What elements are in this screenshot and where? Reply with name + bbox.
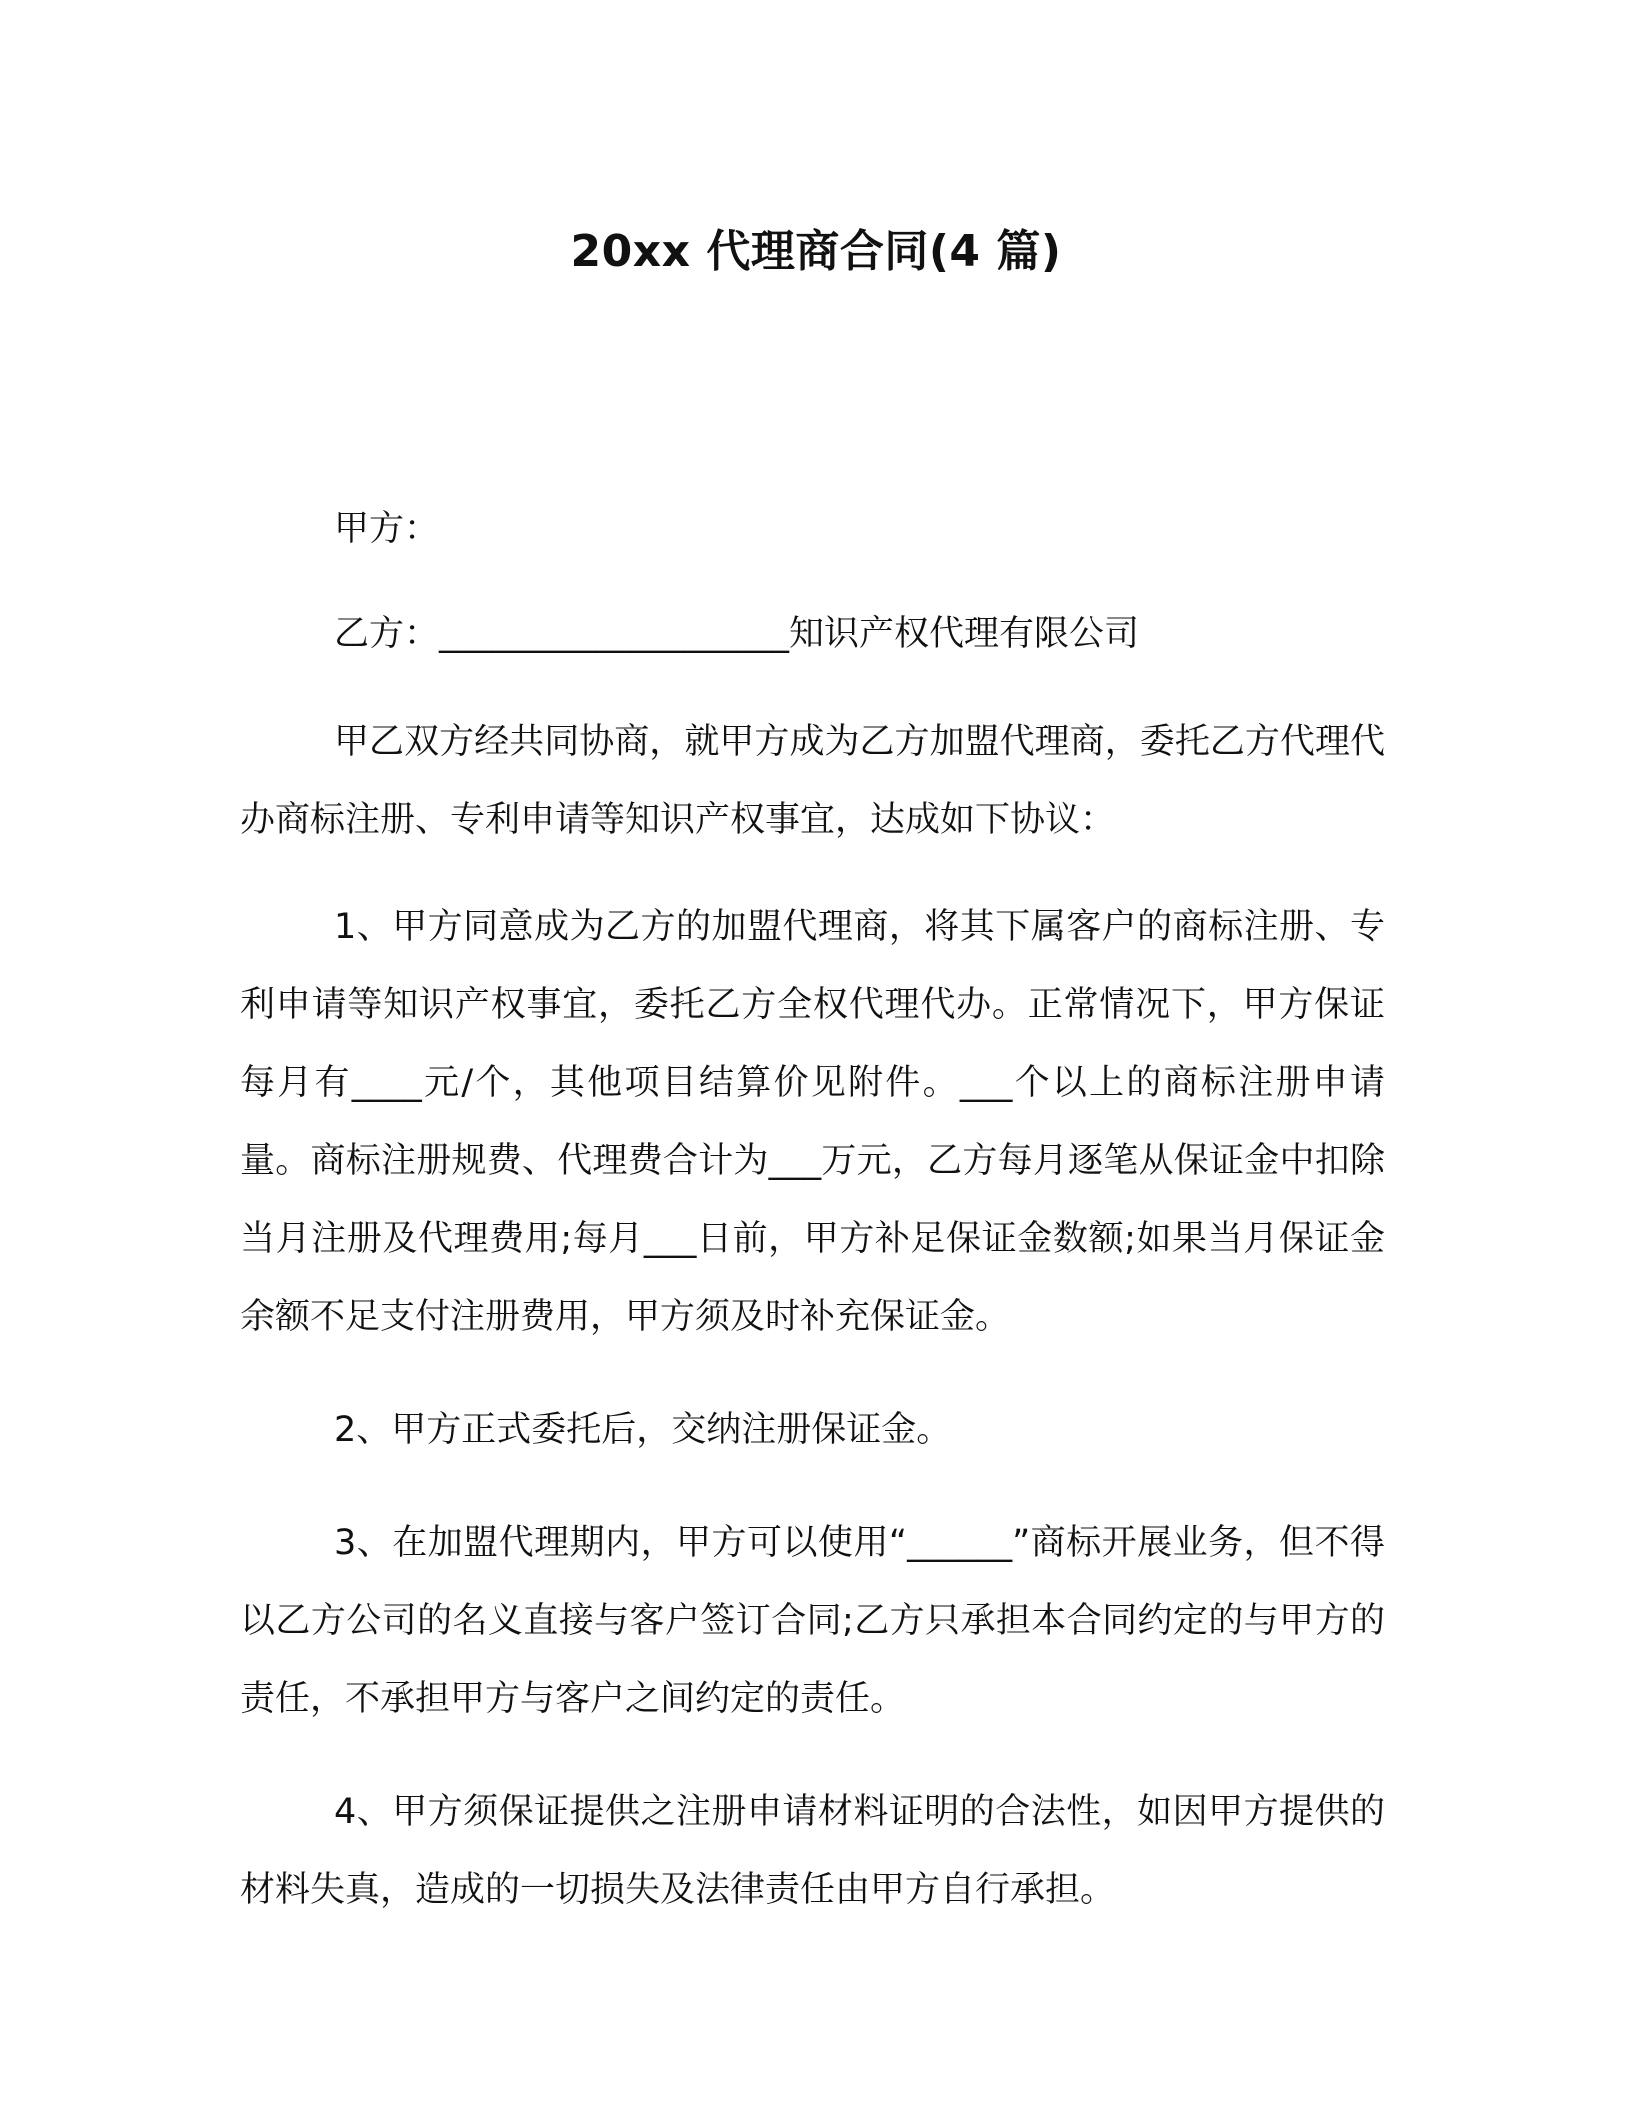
- party-a-line: 甲方：: [334, 509, 440, 549]
- clause-3-paragraph: 3、在加盟代理期内，甲方可以使用“______”商标开展业务，但不得以乙方公司的名义直接与客户签订合同;乙方只承担本合同约定的与甲方的责任，不承担甲方与客户之间约定的责任。: [240, 1523, 1385, 1719]
- document-body: [240, 490, 1385, 1959]
- clause-4-paragraph: 4、甲方须保证提供之注册申请材料证明的合法性，如因甲方提供的材料失真，造成的一切损失及法律责任由甲方自行承担。: [240, 1792, 1385, 1910]
- document-title: 20xx 代理商合同(4 篇): [570, 226, 1062, 277]
- clause-2-paragraph: 2、甲方正式委托后，交纳注册保证金。: [334, 1410, 952, 1450]
- party-b-line: 乙方：____________________知识产权代理有限公司: [334, 614, 1140, 654]
- intro-paragraph: 甲乙双方经共同协商，就甲方成为乙方加盟代理商，委托乙方代理代办商标注册、专利申请等知识产权事宜，达成如下协议：: [240, 722, 1385, 840]
- clause-1-paragraph: 1、甲方同意成为乙方的加盟代理商，将其下属客户的商标注册、专利申请等知识产权事宜，委托乙方全权代理代办。正常情况下，甲方保证每月有____元/个，其他项目结算价见附件。___个以上的商标注册申请量。商标注册规费、代理费合计为___万元，乙方每月逐笔从保证金中扣除当月注册及代理费用;每月___日前，甲方补足保证金数额;如果当月保证金余额不足支付注册费用，甲方须及时补充保证金。: [240, 907, 1385, 1337]
